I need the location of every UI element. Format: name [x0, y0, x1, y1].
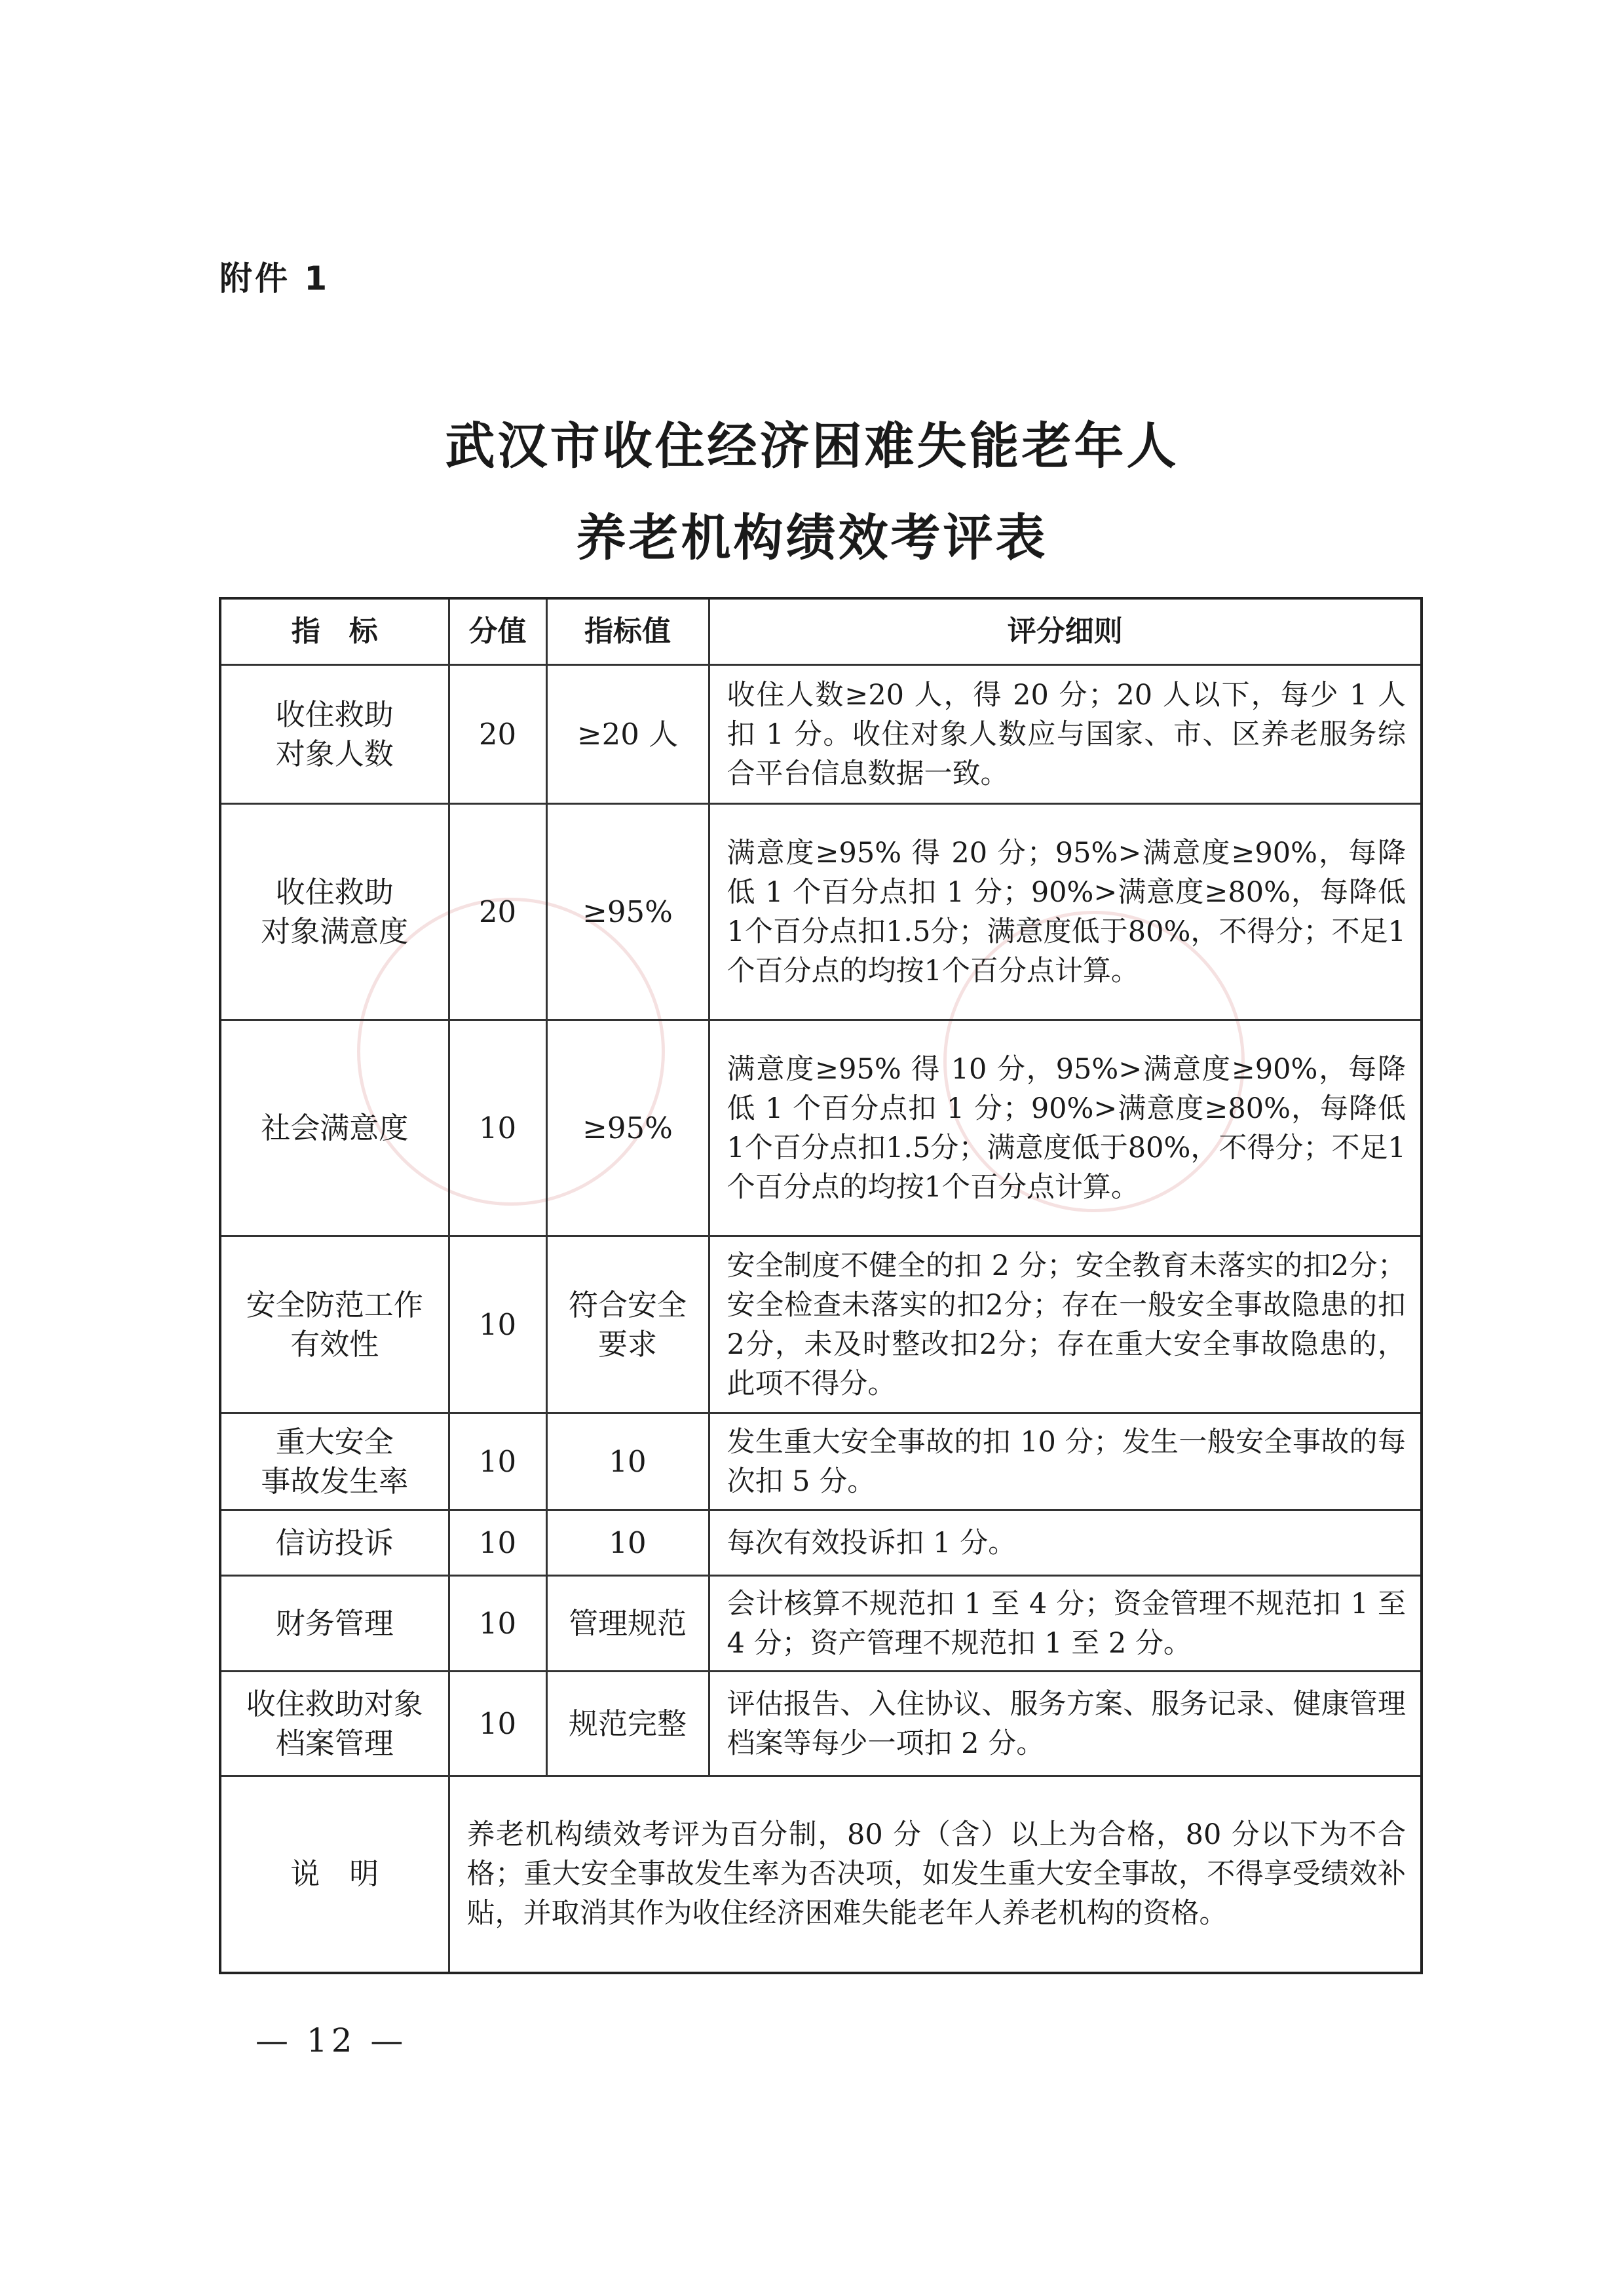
score-cell: 10 [449, 1576, 546, 1672]
score-cell: 10 [449, 1020, 546, 1236]
table-row [220, 1020, 1422, 1236]
document-title-line1: 武汉市收住经济困难失能老年人 [445, 417, 1179, 475]
target-cell: 10 [546, 1413, 709, 1510]
target-cell: 10 [546, 1510, 709, 1576]
score-cell: 10 [449, 1236, 546, 1413]
indicator-cell: 重大安全 事故发生率 [220, 1413, 449, 1510]
indicator-cell: 收住救助 对象人数 [220, 665, 449, 804]
evaluation-table [219, 597, 1423, 1974]
score-cell: 20 [449, 804, 546, 1020]
detail-cell: 发生重大安全事故的扣 10 分；发生一般安全事故的每次扣 5 分。 [709, 1413, 1422, 1510]
indicator-cell: 信访投诉 [220, 1510, 449, 1576]
header-indicator: 指 标 [220, 598, 449, 665]
header-detail: 评分细则 [709, 598, 1422, 665]
table-row [220, 1672, 1422, 1776]
indicator-cell: 收住救助对象 档案管理 [220, 1672, 449, 1776]
table-row [220, 1576, 1422, 1672]
indicator-cell: 收住救助 对象满意度 [220, 804, 449, 1020]
table-row [220, 1510, 1422, 1576]
detail-cell: 每次有效投诉扣 1 分。 [709, 1510, 1422, 1576]
target-cell: 规范完整 [546, 1672, 709, 1776]
note-label: 说 明 [220, 1776, 449, 1973]
note-text: 养老机构绩效考评为百分制，80 分（含）以上为合格，80 分以下为不合格；重大安全事故发生率为否决项，如发生重大安全事故，不得享受绩效补贴，并取消其作为收住经济困难失能老年人养老机构的资格。 [449, 1776, 1422, 1973]
target-cell: ≥95% [546, 804, 709, 1020]
indicator-cell: 财务管理 [220, 1576, 449, 1672]
document-title-line2: 养老机构绩效考评表 [576, 508, 1048, 567]
target-cell: ≥20 人 [546, 665, 709, 804]
score-cell: 10 [449, 1510, 546, 1576]
detail-cell: 收住人数≥20 人，得 20 分；20 人以下，每少 1 人扣 1 分。收住对象人数应与国家、市、区养老服务综合平台信息数据一致。 [709, 665, 1422, 804]
table-row [220, 665, 1422, 804]
target-cell: 符合安全 要求 [546, 1236, 709, 1413]
detail-cell: 满意度≥95% 得 20 分；95%>满意度≥90%，每降低 1 个百分点扣 1 分；90%>满意度≥80%，每降低1个百分点扣1.5分；满意度低于80%，不得分；不足1个百分点的均按1个百分点计算。 [709, 804, 1422, 1020]
note-row [220, 1776, 1422, 1973]
table-row [220, 1236, 1422, 1413]
table-row [220, 1413, 1422, 1510]
detail-cell: 满意度≥95% 得 10 分，95%>满意度≥90%，每降低 1 个百分点扣 1 分；90%>满意度≥80%，每降低1个百分点扣1.5分；满意度低于80%，不得分；不足1个百分点的均按1个百分点计算。 [709, 1020, 1422, 1236]
detail-cell: 评估报告、入住协议、服务方案、服务记录、健康管理档案等每少一项扣 2 分。 [709, 1672, 1422, 1776]
page-number: — 12 — [255, 2021, 407, 2059]
indicator-cell: 社会满意度 [220, 1020, 449, 1236]
detail-cell: 安全制度不健全的扣 2 分；安全教育未落实的扣2分；安全检查未落实的扣2分；存在一般安全事故隐患的扣2分，未及时整改扣2分；存在重大安全事故隐患的，此项不得分。 [709, 1236, 1422, 1413]
indicator-cell: 安全防范工作 有效性 [220, 1236, 449, 1413]
header-target: 指标值 [546, 598, 709, 665]
target-cell: ≥95% [546, 1020, 709, 1236]
table-header-row [220, 598, 1422, 665]
target-cell: 管理规范 [546, 1576, 709, 1672]
table-row [220, 804, 1422, 1020]
score-cell: 10 [449, 1413, 546, 1510]
score-cell: 10 [449, 1672, 546, 1776]
score-cell: 20 [449, 665, 546, 804]
header-score: 分值 [449, 598, 546, 665]
attachment-label: 附件 1 [219, 259, 330, 297]
detail-cell: 会计核算不规范扣 1 至 4 分；资金管理不规范扣 1 至 4 分；资产管理不规范扣 1 至 2 分。 [709, 1576, 1422, 1672]
